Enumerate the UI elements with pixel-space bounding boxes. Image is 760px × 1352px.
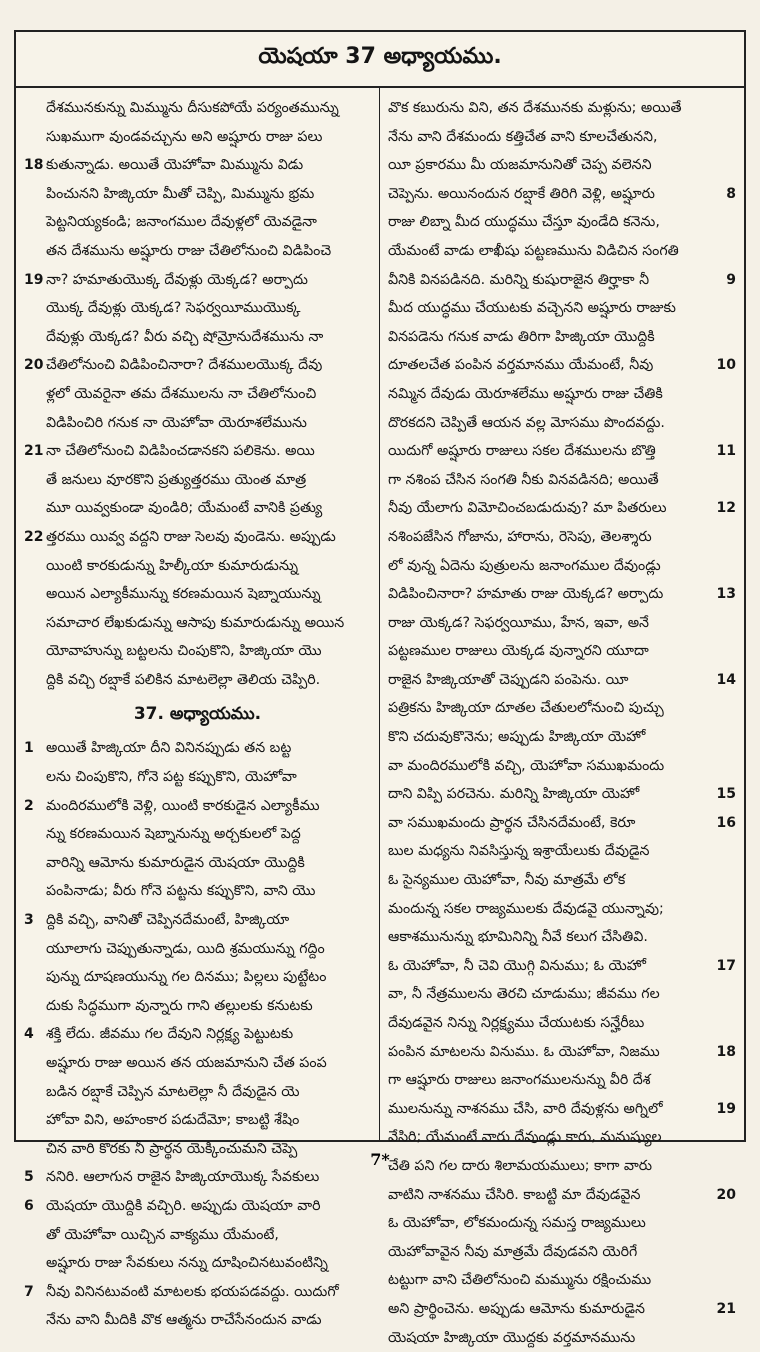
text-line [388, 752, 736, 781]
text-line [24, 1078, 371, 1107]
line-text: ఓ సైన్యముల యెహోవా, నీవు మాత్రమే లోక [388, 872, 626, 889]
text-line [388, 895, 736, 924]
line-text: రాజు లిబ్నా మీద యుద్ధము చేస్తూ వుండేది కనెను, [388, 214, 660, 231]
line-text: రాజైన హిజ్కియాతో చెప్పుడని పంపెను. యీ [388, 671, 629, 688]
text-line [24, 466, 371, 495]
page-folio: 7* [370, 1150, 390, 1169]
line-text: యింటి కారకుడున్ను హిల్కీయా కుమారుడున్ను [46, 557, 298, 574]
text-line [388, 1009, 736, 1038]
line-text: వారిన్ని ఆమోను కుమారుడైన యెషయా యొద్దికి [46, 854, 305, 871]
line-text: న్ను కరణమయిన షెబ్నానున్ను అర్చకులలో పెద్ద [46, 826, 301, 843]
line-text: పంపిన మాటలను వినుము. ఓ యెహోవా, నిజము [388, 1043, 660, 1060]
line-text: తో యెహోవా యిచ్చిన వాక్యము యేమంటే, [46, 1226, 279, 1243]
text-line [24, 580, 371, 609]
line-text: నశింపజేసిన గోజాను, హారాను, రెసెపు, తెలశ్శారు [388, 528, 652, 545]
text-line [388, 609, 736, 638]
line-text: కొని చదువుకొనెను; అప్పుడు హిజ్కియా యెహో [388, 729, 646, 746]
verse-number: 17 [716, 957, 736, 974]
text-line [24, 494, 371, 523]
line-text: పించునని హిజ్కియా మీతో చెప్పి, మిమ్మును భ్రమ [46, 185, 315, 202]
line-text: లను చింపుకొని, గోనె పట్ట కప్పుకొని, యెహోవా [46, 769, 297, 786]
verse-number: 16 [716, 814, 736, 831]
text-line [388, 837, 736, 866]
text-line [24, 877, 371, 906]
line-text: అష్షూరు రాజు సేవకులు నన్ను దూషించినటువంటిన్ని [46, 1255, 328, 1272]
verse-number: 22 [24, 528, 44, 545]
left-column-top [24, 94, 371, 694]
text-line [24, 151, 371, 180]
text-line [388, 666, 736, 695]
line-text: వొక కబురును విని, తన దేశమునకు మళ్లును; అయితే [388, 100, 682, 116]
text-line [24, 237, 371, 266]
text-line [24, 94, 371, 123]
verse-number: 14 [716, 671, 736, 688]
verse-number: 2 [24, 797, 34, 814]
right-column [380, 88, 744, 1346]
text-line [388, 980, 736, 1009]
text-line [24, 1306, 371, 1335]
line-text: ద్దికి వచ్చి, వానితో చెప్పినదేమంటే, హిజ్కియా [46, 912, 290, 929]
text-line [24, 763, 371, 792]
line-text: అయితే హిజ్కియా దీని వినినప్పుడు తన బట్ట [46, 740, 292, 757]
text-line [24, 609, 371, 638]
text-line [24, 1221, 371, 1250]
text-line [24, 180, 371, 209]
text-line [24, 1278, 371, 1307]
line-text: ములనున్ను నాశనము చేసి, వారి దేవుళ్లను అగ్నిలో [388, 1100, 663, 1117]
line-text: పంపినాడు; వీరు గోనె పట్టను కప్పుకొని, వాని యొ [46, 883, 316, 900]
verse-number: 7 [24, 1283, 34, 1300]
text-line [24, 992, 371, 1021]
text-line [388, 552, 736, 581]
line-text: దూతలచేత పంపిన వర్తమానము యేమంటే, నీవు [388, 357, 654, 374]
line-text: అని ప్రార్థించెను. అప్పుడు ఆమోను కుమారుడైన [388, 1300, 645, 1317]
line-text: పెట్టనియ్యకండి; జనాంగముల దేవుళ్లలో యెవడైనా [46, 214, 317, 231]
line-text: యూలాగు చెప్పుతున్నాడు, యిది శ్రమయున్ను గద్దిం [46, 940, 325, 957]
verse-number: 15 [716, 786, 736, 803]
line-text: దేవుడవైన నిన్ను నిర్లక్ష్యము చేయుటకు సన్హేరీబు [388, 1015, 645, 1031]
line-text: వా సముఖమందు ప్రార్థన చేసినదేమంటే, కెరూ [388, 814, 636, 831]
line-text: నా? హమాతుయొక్క దేవుళ్లు యెక్కడ? అర్పాదు [46, 271, 308, 288]
line-text: యిదుగో అష్షూరు రాజులు సకల దేశములను బొత్తి [388, 443, 656, 460]
line-text: పత్రికను హిజ్కియా దూతల చేతులలోనుంచి పుచ్చు [388, 700, 664, 717]
line-text: సమాచార లేఖకుడున్ను ఆసాపు కుమారుడున్ను అయిన [46, 614, 345, 631]
text-line [24, 849, 371, 878]
text-line [24, 294, 371, 323]
line-text: త్తరము యివ్వ వద్దని రాజు సెలవు వుండెను. అప్పుడు [46, 528, 336, 545]
line-text: వాటిని నాశనము చేసిరి. కాబట్టి మా దేవుడవైన [388, 1186, 641, 1203]
text-line [24, 792, 371, 821]
line-text: యోవాహున్ను బట్టలను చింపుకొని, హిజ్కియా యొ [46, 643, 322, 660]
text-line [388, 866, 736, 895]
text-line [24, 935, 371, 964]
text-line [388, 123, 736, 152]
line-text: మందున్న సకల రాజ్యములకు దేవుడవై యున్నావు; [388, 900, 664, 917]
text-line [388, 180, 736, 209]
line-text: ఓ యెహోవా, నీ చెవి యొగ్గి వినుము; ఓ యెహో [388, 957, 646, 974]
verse-number: 5 [24, 1169, 34, 1186]
text-line [388, 1266, 736, 1295]
line-text: యెషయా యొద్దికి వచ్చిరి. అప్పుడు యెషయా వారి [46, 1197, 321, 1214]
line-text: చేతిలోనుంచి విడిపించినారా? దేశములయొక్క దేవు [46, 357, 323, 374]
line-text: మందిరములోకి వెళ్లి, యింటి కారకుడైన ఎల్యాకీము [46, 797, 320, 814]
text-line [388, 780, 736, 809]
verse-number: 18 [24, 157, 44, 174]
line-text: నీవు యేలాగు విమోచించబడుదువు? మా పితరులు [388, 500, 667, 517]
text-line [388, 1095, 736, 1124]
text-line [24, 552, 371, 581]
page-title: యెషయా 37 అధ్యాయము. [258, 44, 502, 69]
verse-number: 3 [24, 912, 34, 929]
text-line [24, 906, 371, 935]
verse-number: 21 [716, 1300, 736, 1317]
line-text: లో వున్న ఏదెను పుత్రులను జనాంగముల దేవుండ్లు [388, 557, 661, 574]
text-line [24, 820, 371, 849]
verse-number: 20 [24, 357, 44, 374]
verse-number: 10 [716, 357, 736, 374]
text-line [388, 208, 736, 237]
verse-number: 19 [716, 1100, 736, 1117]
line-text: వేసిరి; యేమంటే వారు దేవుండ్లు కారు, మనుష్యుల [388, 1129, 662, 1146]
verse-number: 21 [24, 443, 44, 460]
line-text: మీద యుద్ధము చేయుటకు వచ్చెనని అష్షూరు రాజుకు [388, 300, 676, 317]
text-line [24, 734, 371, 763]
text-line [388, 809, 736, 838]
verse-number: 12 [716, 500, 736, 517]
line-text: యెషయా హిజ్కియా యొద్దకు వర్తమానమును [388, 1329, 636, 1346]
text-line [388, 637, 736, 666]
line-text: గా ఆష్షూరు రాజులు జనాంగములనున్ను వీరి దేశ [388, 1072, 651, 1089]
line-text: గా నశింప చేసిన సంగతి నీకు వినవడినది; అయితే [388, 471, 659, 488]
line-text: తన దేశమును అష్షూరు రాజు చేతిలోనుంచి విడిపించె [46, 242, 332, 259]
verse-number: 19 [24, 271, 44, 288]
text-line [24, 323, 371, 352]
verse-number: 18 [716, 1043, 736, 1060]
text-line [388, 694, 736, 723]
line-text: అయిన ఎల్యాకీమున్ను కరణమయిన షెబ్నాయున్ను [46, 586, 321, 603]
line-text: నేను వాని మీదికి వొక ఆత్మను రాచేసేనందున వాడు [46, 1312, 322, 1329]
line-text: యొక్క దేవుళ్లు యెక్కడ? సెఫర్వయీముయొక్క [46, 300, 301, 317]
line-text: మూ యివ్వకుండా వుండిరి; యేమంటే వానికి ప్రత్యు [46, 500, 323, 517]
line-text: యెహోవావైన నీవు మాత్రమే దేవుడవని యెరిగే [388, 1243, 638, 1260]
text-line [24, 1020, 371, 1049]
line-text: చిన వారి కొరకు నీ ప్రార్థన యెక్కించుమని చెప్పె [46, 1140, 298, 1157]
line-text: వినపడెను గనుక వాడు తిరిగా హిజ్కియా యొద్దికి [388, 328, 655, 345]
line-text: పున్ను దూషణయున్ను గల దినము; పిల్లలు పుట్టేటం [46, 969, 327, 986]
text-line [24, 266, 371, 295]
text-line [388, 1038, 736, 1067]
line-text: ఓ యెహోవా, లోకమందున్న సమస్త రాజ్యములు [388, 1215, 646, 1232]
line-text: సుఖముగా వుండవచ్చును అని అష్షూరు రాజు పలు [46, 128, 323, 145]
verse-number: 1 [24, 740, 34, 757]
verse-number: 9 [726, 271, 736, 288]
line-text: విడిపించిరి గనుక నా యెహోవా యెరూశలేమును [46, 414, 307, 431]
text-line [24, 1106, 371, 1135]
line-text: బడిన రబ్షాకే చెప్పిన మాటలెల్లా నీ దేవుడైన యె [46, 1083, 300, 1100]
verse-number: 11 [716, 443, 736, 460]
verse-number: 20 [716, 1186, 736, 1203]
text-line [24, 1049, 371, 1078]
text-line [24, 123, 371, 152]
text-line [388, 266, 736, 295]
text-line [388, 409, 736, 438]
left-column [16, 88, 380, 1329]
line-text: యేమంటే వాడు లాఖీషు పట్టణమును విడిచిన సంగతి [388, 242, 679, 259]
text-line [388, 952, 736, 981]
line-text: టట్టుగా వాని చేతిలోనుంచి మమ్మును రక్షించుము [388, 1272, 652, 1289]
line-text: కుతున్నాడు. అయితే యెహోవా మిమ్మును విడు [46, 157, 304, 174]
text-line [388, 351, 736, 380]
text-line [388, 923, 736, 952]
text-line [24, 963, 371, 992]
text-line [388, 437, 736, 466]
text-line [388, 1066, 736, 1095]
text-line [388, 723, 736, 752]
text-line [24, 666, 371, 695]
text-line [388, 1238, 736, 1267]
line-text: నేను వాని దేశమందు కత్తిచేత వాని కూలచేతునని, [388, 128, 658, 145]
line-text: చేతి పని గల దారు శిలామయములు; కాగా వారు [388, 1157, 653, 1174]
line-text: అష్షూరు రాజు అయిన తన యజమానుని చేత పంప [46, 1055, 327, 1071]
line-text: దేవుళ్లు యెక్కడ? వీరు వచ్చి షోమ్రోనుదేశమును నా [46, 328, 324, 345]
line-text: పట్టణముల రాజులు యెక్కడ వున్నారని యూదా [388, 643, 649, 660]
text-line [388, 380, 736, 409]
text-line [24, 351, 371, 380]
bible-page [14, 30, 746, 1346]
line-text: శక్తి లేదు. జీవము గల దేవుని నిర్లక్ష్య పెట్టుటకు [46, 1026, 294, 1043]
line-text: దొరకదని చెప్పితే ఆయన వల్ల మోసము పొందవద్దు. [388, 414, 665, 431]
text-line [388, 580, 736, 609]
chapter-heading: 37. అధ్యాయము. [133, 704, 262, 725]
text-line [388, 94, 736, 123]
text-line [388, 523, 736, 552]
left-column-bottom [24, 734, 371, 1334]
line-text: ళ్లలో యెవరైనా తమ దేశములను నా చేతిలోనుంచి [46, 385, 317, 402]
line-text: రాజు యెక్కడ? సెఫర్వయీము, హేన, ఇవా, అనే [388, 614, 650, 631]
line-text: వీనికి వినపడినది. మరిన్ని కుషురాజైన తిర్హాకా నీ [388, 271, 650, 288]
verse-number: 13 [716, 586, 736, 603]
line-text: దుకు సిద్ధముగా వున్నారు గాని తల్లులకు కనుటకు [46, 997, 313, 1014]
line-text: ననిరి. ఆలాగున రాజైన హిజ్కియాయొక్క సేవకులు [46, 1169, 320, 1186]
text-line [388, 323, 736, 352]
text-line [24, 409, 371, 438]
line-text: నీవు వినినటువంటి మాటలకు భయపడవద్దు. యిదుగో [46, 1283, 339, 1300]
text-line [24, 380, 371, 409]
line-text: తే జనులు వూరకొని ప్రత్యుత్తరము యెంత మాత్ర [46, 471, 307, 488]
text-line [388, 1123, 736, 1152]
verse-number: 6 [24, 1197, 34, 1214]
line-text: బుల మధ్యను నివసిస్తున్న ఇశ్రాయేలుకు దేవుడైన [388, 843, 650, 860]
text-line [388, 294, 736, 323]
text-line [388, 237, 736, 266]
text-line [388, 466, 736, 495]
text-line [24, 1249, 371, 1278]
text-line [388, 1209, 736, 1238]
line-text: వా మందిరములోకి వచ్చి, యెహోవా సముఖమందు [388, 757, 665, 774]
line-text: యీ ప్రకారము మీ యజమానునితో చెప్ప వలెనని [388, 157, 652, 174]
page-header [16, 32, 744, 88]
line-text: ద్దికి వచ్చి రబ్షాకే పలికిన మాటలెల్లా తెలియ చెప్పిరి. [46, 671, 321, 688]
text-line [24, 208, 371, 237]
text-line [388, 494, 736, 523]
text-line [24, 637, 371, 666]
line-text: దాని విప్పి పరచెను. మరిన్ని హిజ్కియా యెహో [388, 786, 640, 803]
text-line [24, 1192, 371, 1221]
text-columns [16, 88, 744, 1346]
line-text: నా చేతిలోనుంచి విడిపించడానకని పలికెను. అయి [46, 443, 315, 460]
text-line [388, 1295, 736, 1324]
line-text: ఆకాశమునున్ను భూమినిన్ని నీవే కలుగ చేసితివి. [388, 929, 648, 946]
line-text: విడిపించినారా? హమాతు రాజు యెక్కడ? అర్పాదు [388, 586, 664, 603]
line-text: చెప్పెను. అయినందున రబ్షాకే తిరిగి వెళ్లి, అష్షూరు [388, 185, 655, 202]
line-text: వా, నీ నేత్రములను తెరచి చూడుము; జీవము గల [388, 986, 660, 1003]
text-line [24, 437, 371, 466]
text-line [388, 1324, 736, 1352]
text-line [388, 151, 736, 180]
verse-number: 4 [24, 1026, 34, 1043]
line-text: నమ్మిన దేవుడు యెరూశలేము అష్షూరు రాజు చేతికి [388, 385, 663, 402]
text-line [24, 523, 371, 552]
line-text: దేశమునకున్ను మిమ్మును దీసుకపోయే పర్యంతమున్ను [46, 100, 339, 116]
line-text: హోవా విని, అహంకార పడుదేమో; కాబట్టి శేషిం [46, 1112, 300, 1129]
verse-number: 8 [726, 185, 736, 202]
text-line [388, 1181, 736, 1210]
